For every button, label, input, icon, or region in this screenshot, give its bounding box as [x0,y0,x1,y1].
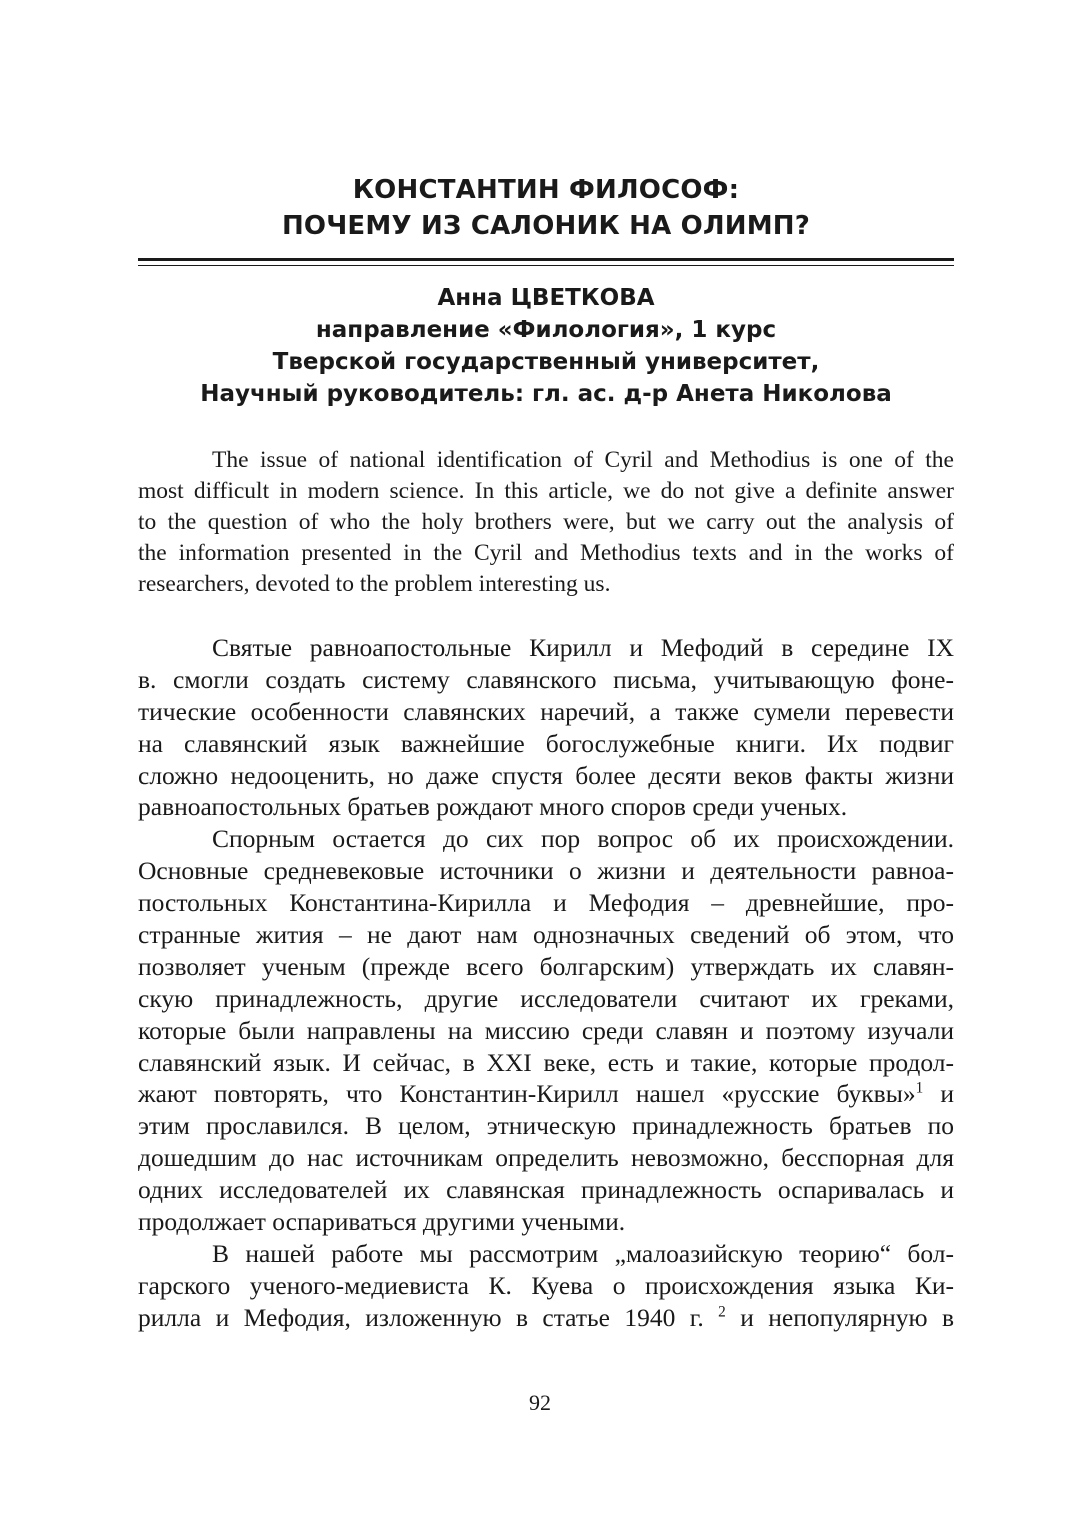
body-line: в. смогли создать систему славянского письма, учитывающую фоне- [138,664,954,694]
body-line-text: рилла и Мефодия, изложенную в статье 1940 г. [138,1302,719,1332]
body-line: Святые равноапостольные Кирилл и Мефодий в середине IX [212,633,954,662]
body-line: скую принадлежность, другие исследователи считают их греками, [138,983,954,1013]
abstract [138,445,954,602]
body-line-with-footnote [138,1302,954,1334]
body-line-with-footnote [138,1078,954,1110]
article-title [138,172,954,244]
title-rule-thick [138,258,954,261]
title-line-2: ПОЧЕМУ ИЗ САЛОНИК НА ОЛИМП? [281,211,811,241]
body-line: В нашей работе мы рассмотрим „малоазийскую теорию“ бол- [212,1238,954,1268]
body-line: славянский язык. И сейчас, в XXI веке, есть и такие, которые продол- [138,1047,954,1077]
footnote-mark-2: 2 [718,1303,726,1321]
title-rule-thin [138,265,954,266]
body-line: Основные средневековые источники о жизни и деятельности равноа- [138,856,954,886]
body-line: продолжает оспариваться другими учеными. [138,1207,626,1237]
body-line: странные жития – не дают нам однозначных сведений об этом, что [138,920,954,950]
body-line: позволяет ученым (прежде всего болгарским) утверждать их славян- [138,951,954,981]
body-line: равноапостольных братьев рождают много споров среди ученых. [138,792,848,822]
abstract-line: researchers, devoted to the problem interesting us. [138,571,611,597]
body-line: дошедшим до нас источникам определить невозможно, бесспорная для [138,1143,954,1173]
body-line-text: жают повторять, что Константин-Кирилл нашел «русские буквы» [138,1079,916,1109]
body-line: Спорным остается до сих пор вопрос об их происхождении. [212,824,954,854]
body-line-text: и непопулярную в [725,1302,954,1332]
author-advisor: Научный руководитель: гл. ас. д-р Анета Николова [200,381,892,407]
body-line: на славянский язык важнейшие богослужебные книги. Их подвиг [138,728,954,758]
body-line: которые были направлены на миссию среди славян и поэтому изучали [138,1015,954,1045]
author-university: Тверской государственный университет, [272,349,820,375]
body-line: этим прославился. В целом, этническую принадлежность братьев по [138,1111,954,1141]
body-line: постольных Константина-Кирилла и Мефодия – древнейшие, про- [138,888,954,918]
abstract-line: most difficult in modern science. In this article, we do not give a definite answer [138,478,954,504]
body-line-text: и [923,1079,954,1109]
abstract-line: The issue of national identification of Cyril and Methodius is one of the [212,447,954,473]
author-program: направление «Филология», 1 курс [315,317,777,343]
abstract-line: the information presented in the Cyril and Methodius texts and in the works of [138,540,954,566]
body-line: тические особенности славянских наречий, а также сумели перевести [138,696,954,726]
body-line: одних исследователей их славянская принадлежность оспаривалась и [138,1175,954,1205]
abstract-line: to the question of who the holy brothers were, but we carry out the analysis of [138,509,954,535]
author-block [138,282,954,410]
title-line-1: КОНСТАНТИН ФИЛОСОФ: [352,175,740,205]
body-text [138,632,954,1334]
body-line: гарского ученого-медиевиста К. Куева о происхождения языка Ки- [138,1270,954,1300]
body-line: сложно недооценить, но даже спустя более десяти веков факты жизни [138,760,954,790]
author-name: Анна ЦВЕТКОВА [437,285,655,311]
page-number: 92 [529,1390,551,1415]
footnote-mark-1: 1 [915,1079,924,1097]
